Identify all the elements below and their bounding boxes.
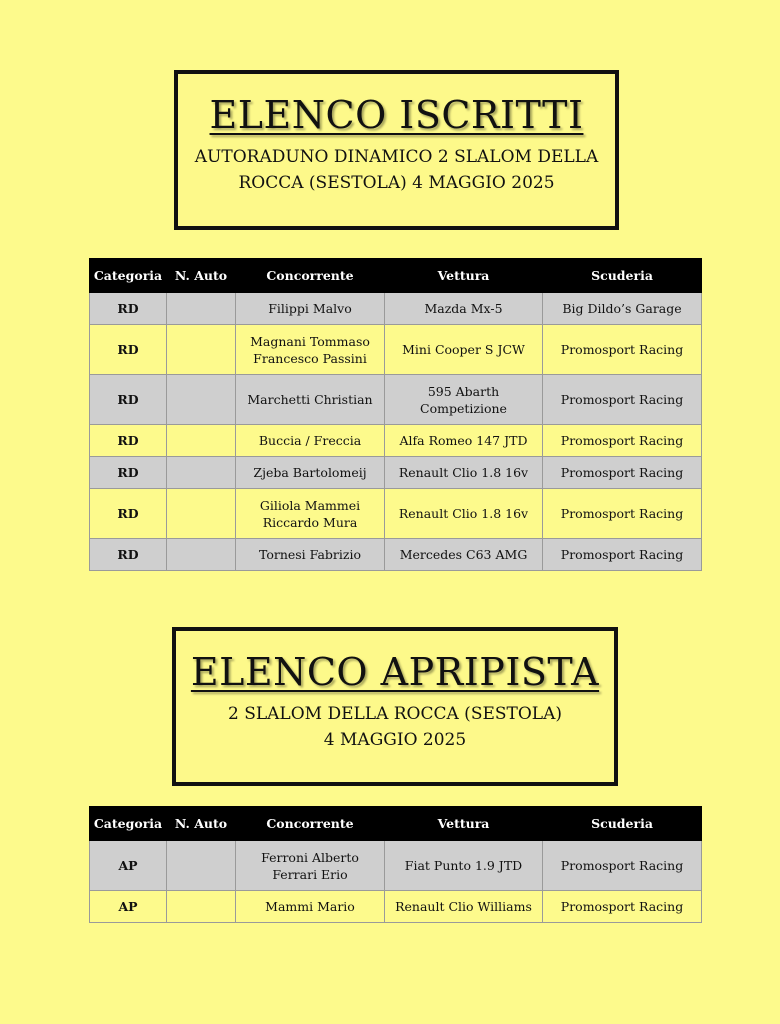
driver-line: Buccia / Freccia [258, 433, 362, 448]
header-n-auto: N. Auto [167, 807, 236, 841]
car-line: Renault Clio Williams [395, 899, 532, 914]
header-concorrente: Concorrente [236, 259, 385, 293]
apripista-title-box [172, 627, 618, 786]
cell-vettura [385, 293, 543, 325]
cell-n-auto [167, 375, 236, 425]
cell-concorrente [236, 841, 385, 891]
cell-categoria: RD [90, 457, 167, 489]
cell-categoria: RD [90, 489, 167, 539]
cell-vettura [385, 841, 543, 891]
cell-n-auto [167, 539, 236, 571]
cell-categoria: RD [90, 539, 167, 571]
cell-scuderia: Promosport Racing [543, 425, 702, 457]
cell-vettura [385, 489, 543, 539]
apripista-subtitle-line2: 4 MAGGIO 2025 [323, 730, 467, 750]
cell-scuderia: Promosport Racing [543, 325, 702, 375]
cell-n-auto [167, 891, 236, 923]
table-header-row [90, 807, 702, 841]
apripista-table [89, 806, 702, 923]
cell-n-auto [167, 489, 236, 539]
table-row [90, 539, 702, 571]
cell-concorrente [236, 375, 385, 425]
driver-line: Francesco Passini [253, 350, 367, 366]
driver-line: Mammi Mario [265, 899, 355, 914]
driver-line: Marchetti Christian [247, 392, 373, 407]
header-vettura: Vettura [385, 259, 543, 293]
cell-vettura [385, 425, 543, 457]
header-concorrente: Concorrente [236, 807, 385, 841]
iscritti-subtitle-line2: ROCCA (SESTOLA) 4 MAGGIO 2025 [238, 173, 555, 193]
table-row [90, 489, 702, 539]
car-line: Fiat Punto 1.9 JTD [404, 858, 523, 873]
cell-n-auto [167, 325, 236, 375]
cell-vettura [385, 539, 543, 571]
apripista-subtitle-line1: 2 SLALOM DELLA ROCCA (SESTOLA) [227, 704, 562, 724]
car-line: Mercedes C63 AMG [399, 547, 528, 562]
car-line: Renault Clio 1.8 16v [398, 465, 529, 480]
cell-scuderia: Big Dildo’s Garage [543, 293, 702, 325]
table-row [90, 841, 702, 891]
table-row [90, 457, 702, 489]
cell-scuderia: Promosport Racing [543, 539, 702, 571]
cell-n-auto [167, 457, 236, 489]
driver-line: Ferroni Alberto [261, 849, 359, 865]
driver-line: Ferrari Erio [272, 866, 348, 882]
cell-vettura [385, 375, 543, 425]
driver-line: Tornesi Fabrizio [258, 547, 362, 562]
table-row [90, 425, 702, 457]
cell-concorrente [236, 539, 385, 571]
table-row [90, 325, 702, 375]
cell-n-auto [167, 841, 236, 891]
cell-scuderia: Promosport Racing [543, 489, 702, 539]
driver-line: Zjeba Bartolomeij [253, 465, 367, 480]
cell-categoria: RD [90, 325, 167, 375]
cell-scuderia: Promosport Racing [543, 891, 702, 923]
cell-concorrente [236, 293, 385, 325]
iscritti-title-box [174, 70, 619, 230]
car-line: Competizione [420, 400, 507, 416]
cell-scuderia: Promosport Racing [543, 841, 702, 891]
cell-concorrente [236, 891, 385, 923]
iscritti-subtitle-line1: AUTORADUNO DINAMICO 2 SLALOM DELLA [194, 147, 599, 167]
cell-concorrente [236, 425, 385, 457]
cell-categoria: RD [90, 293, 167, 325]
driver-line: Giliola Mammei [259, 497, 361, 513]
header-scuderia: Scuderia [543, 807, 702, 841]
table-header-row [90, 259, 702, 293]
cell-n-auto [167, 293, 236, 325]
car-line: Mazda Mx-5 [424, 301, 503, 316]
driver-line: Magnani Tommaso [250, 333, 370, 349]
driver-line: Riccardo Mura [262, 514, 358, 530]
cell-categoria: AP [90, 841, 167, 891]
cell-categoria: AP [90, 891, 167, 923]
car-line: 595 Abarth [427, 383, 500, 399]
iscritti-title: ELENCO ISCRITTI [209, 93, 584, 137]
table-row [90, 375, 702, 425]
apripista-subtitle [176, 701, 614, 753]
table-row [90, 293, 702, 325]
cell-scuderia: Promosport Racing [543, 375, 702, 425]
cell-categoria: RD [90, 375, 167, 425]
apripista-title: ELENCO APRIPISTA [190, 650, 600, 694]
cell-vettura [385, 891, 543, 923]
header-n-auto: N. Auto [167, 259, 236, 293]
cell-categoria: RD [90, 425, 167, 457]
car-line: Renault Clio 1.8 16v [398, 506, 529, 521]
cell-concorrente [236, 325, 385, 375]
car-line: Mini Cooper S JCW [402, 342, 525, 357]
table-row [90, 891, 702, 923]
car-line: Alfa Romeo 147 JTD [399, 433, 528, 448]
cell-vettura [385, 457, 543, 489]
cell-concorrente [236, 457, 385, 489]
header-scuderia: Scuderia [543, 259, 702, 293]
header-categoria: Categoria [90, 807, 167, 841]
header-vettura: Vettura [385, 807, 543, 841]
header-categoria: Categoria [90, 259, 167, 293]
cell-vettura [385, 325, 543, 375]
driver-line: Filippi Malvo [268, 301, 352, 316]
cell-scuderia: Promosport Racing [543, 457, 702, 489]
iscritti-table [89, 258, 702, 571]
iscritti-subtitle [178, 144, 615, 196]
cell-n-auto [167, 425, 236, 457]
cell-concorrente [236, 489, 385, 539]
